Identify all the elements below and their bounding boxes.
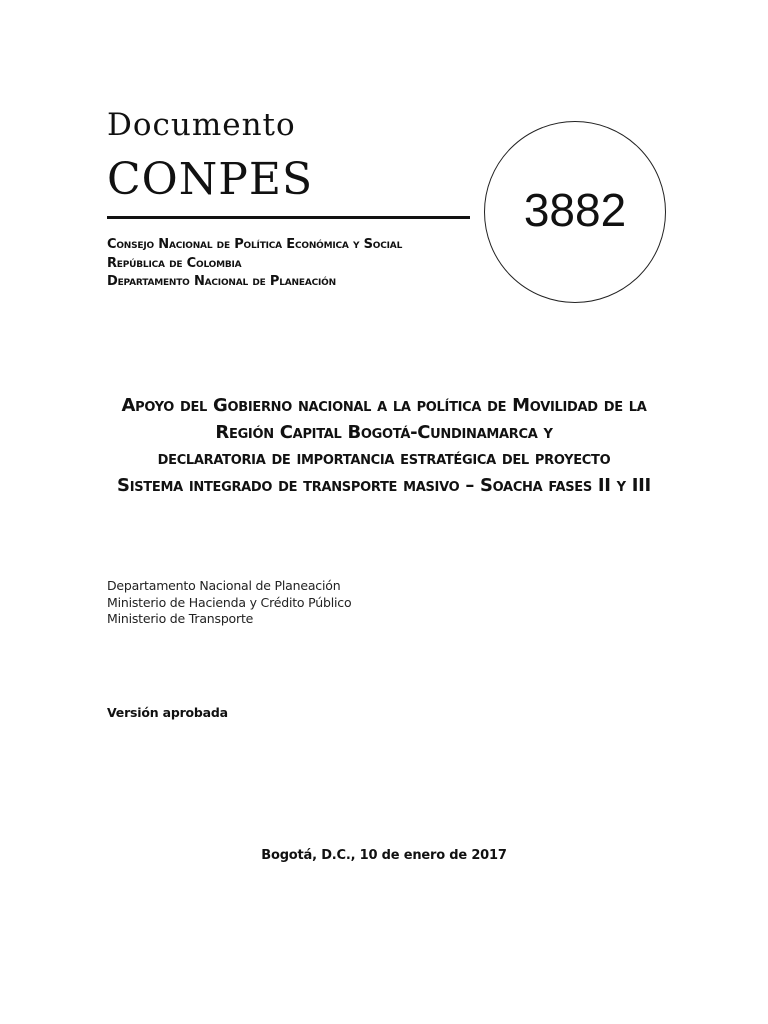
title-line: Apoyo del Gobierno nacional a la política de Movilidad de la <box>121 395 647 416</box>
conpes-label: CONPES <box>107 154 314 205</box>
header-divider <box>107 216 470 219</box>
document-title <box>80 393 688 499</box>
title-line: Región Capital Bogotá-Cundinamarca y <box>215 421 553 443</box>
entity-hacienda: Ministerio de Hacienda y Crédito Público <box>107 594 352 610</box>
institution-country: República de Colombia <box>107 255 242 271</box>
title-line: Sistema integrado de transporte masivo – Soacha fases II y III <box>117 474 651 496</box>
entity-transporte: Ministerio de Transporte <box>107 611 254 626</box>
version-label: Versión aprobada <box>107 705 228 720</box>
participating-entities <box>107 578 351 628</box>
title-line: declaratoria de importancia estratégica del proyecto <box>157 448 611 469</box>
document-label: Documento <box>107 107 296 143</box>
document-number: 3882 <box>523 184 627 236</box>
institution-block <box>107 236 487 292</box>
document-date: Bogotá, D.C., 10 de enero de 2017 <box>261 848 507 863</box>
institution-council: Consejo Nacional de Política Económica y Social <box>107 237 403 252</box>
entity-dnp: Departamento Nacional de Planeación <box>107 578 341 593</box>
institution-department: Departamento Nacional de Planeación <box>107 274 336 289</box>
